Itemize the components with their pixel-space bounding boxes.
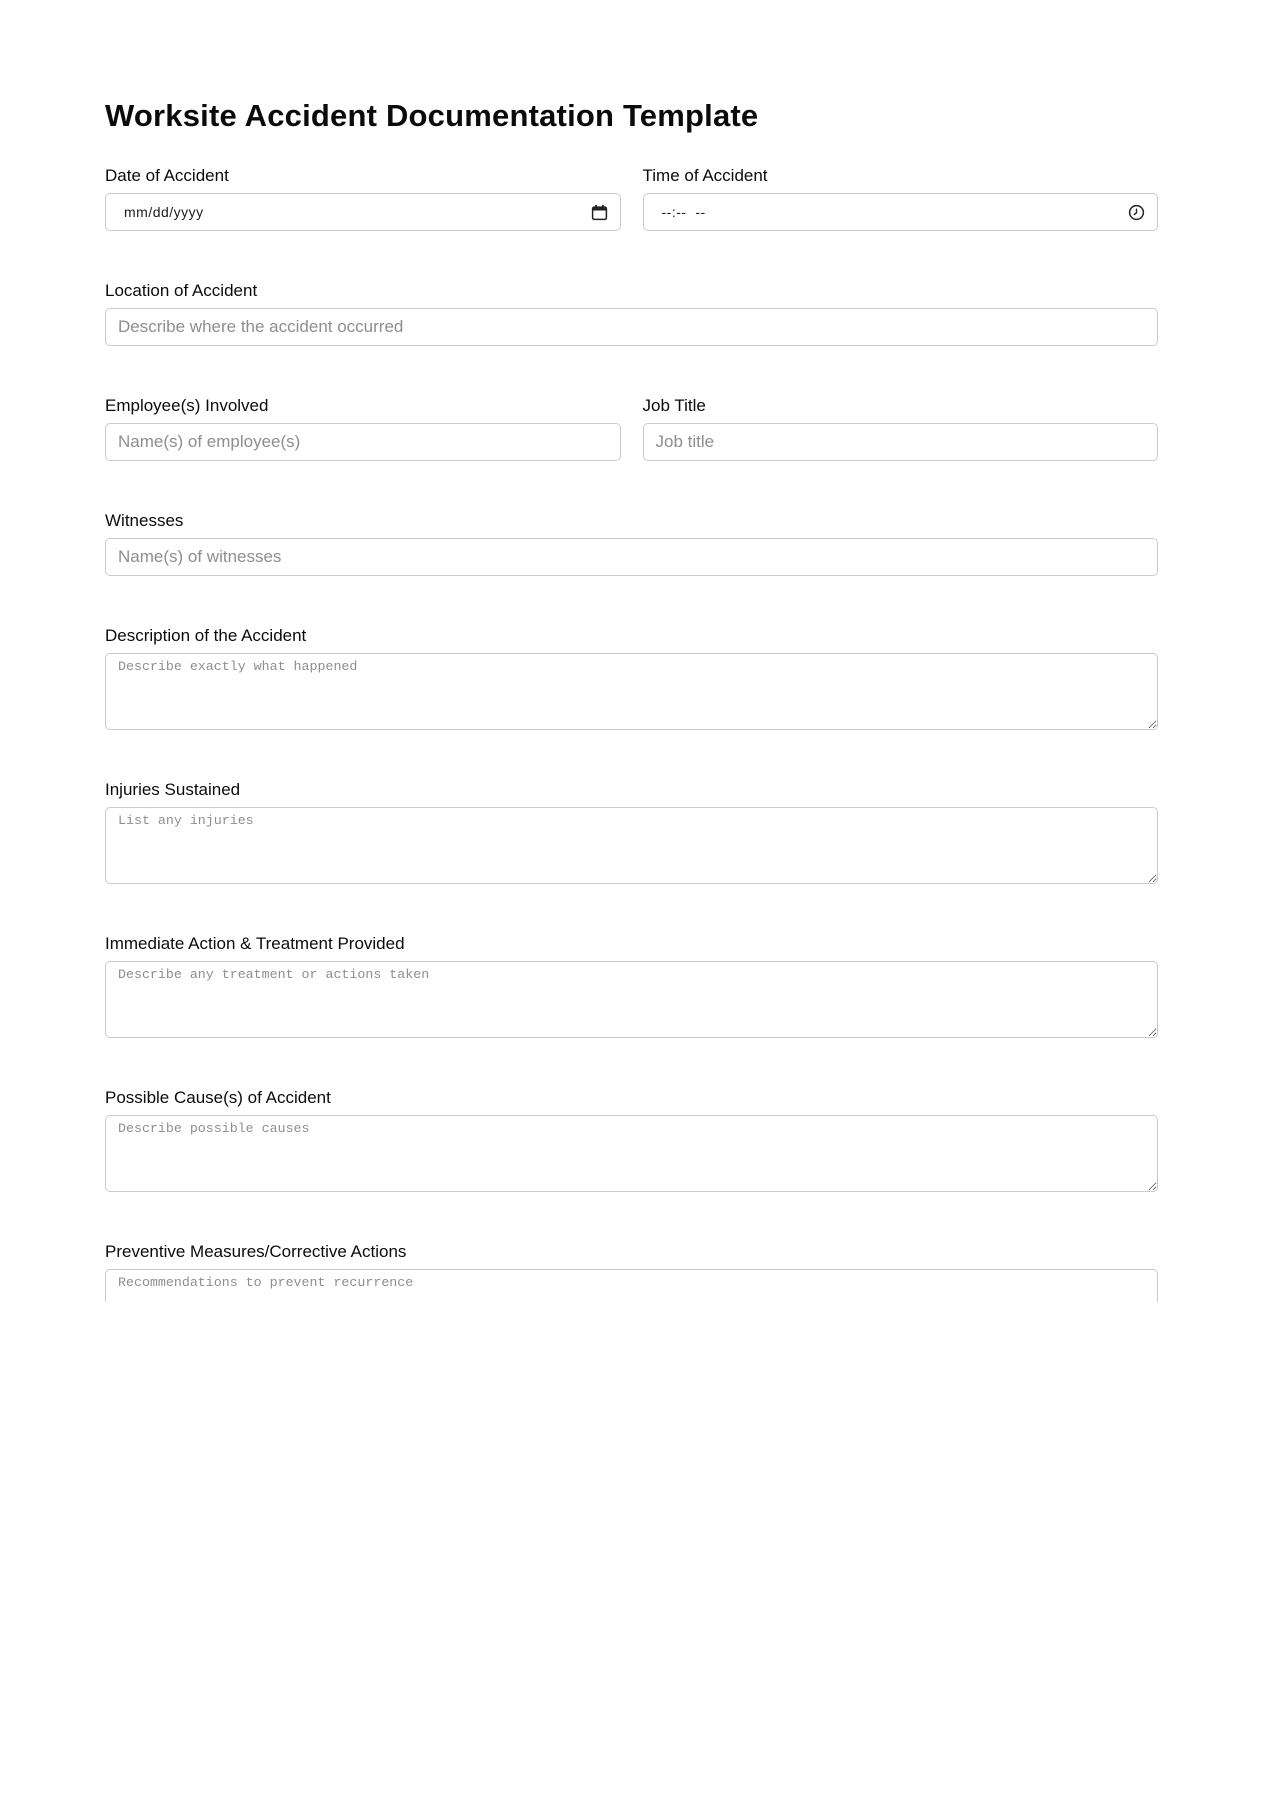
immediate-action-label: Immediate Action & Treatment Provided (105, 934, 405, 953)
preventive-measures-clip (105, 1269, 1158, 1302)
time-of-accident-label: Time of Accident (642, 166, 768, 185)
date-of-accident-label: Date of Accident (105, 166, 229, 185)
injuries-textarea[interactable] (105, 807, 1158, 884)
job-title-input[interactable] (643, 423, 1159, 461)
field-employees-involved (105, 396, 621, 461)
form-page (105, 96, 1158, 1302)
preventive-measures-label: Preventive Measures/Corrective Actions (105, 1242, 407, 1261)
calendar-icon[interactable] (591, 204, 608, 221)
time-value: --:-- -- (661, 204, 706, 220)
possible-causes-label: Possible Cause(s) of Accident (105, 1088, 331, 1107)
location-label: Location of Accident (105, 281, 258, 300)
field-job-title (643, 396, 1159, 461)
field-witnesses (105, 511, 1158, 576)
field-time-of-accident (643, 166, 1159, 231)
field-location-of-accident (105, 281, 1158, 346)
location-input[interactable] (105, 308, 1158, 346)
field-date-of-accident (105, 166, 621, 231)
witnesses-input[interactable] (105, 538, 1158, 576)
field-preventive-measures (105, 1242, 1158, 1302)
job-title-label: Job Title (642, 396, 706, 415)
clock-icon[interactable] (1128, 204, 1145, 221)
preventive-measures-textarea[interactable] (105, 1269, 1158, 1302)
employees-input[interactable] (105, 423, 621, 461)
employees-label: Employee(s) Involved (105, 396, 269, 415)
field-possible-causes (105, 1088, 1158, 1192)
row-employee-jobtitle (105, 396, 1158, 461)
row-date-time (105, 166, 1158, 231)
possible-causes-textarea[interactable] (105, 1115, 1158, 1192)
field-description-of-accident (105, 626, 1158, 730)
witnesses-label: Witnesses (105, 511, 184, 530)
immediate-action-textarea[interactable] (105, 961, 1158, 1038)
description-textarea[interactable] (105, 653, 1158, 730)
field-immediate-action (105, 934, 1158, 1038)
date-value: mm/dd/yyyy (124, 204, 204, 220)
time-input[interactable] (643, 193, 1159, 231)
description-label: Description of the Accident (105, 626, 307, 645)
accident-form (105, 166, 1158, 1302)
injuries-label: Injuries Sustained (105, 780, 241, 799)
field-injuries-sustained (105, 780, 1158, 884)
page-title: Worksite Accident Documentation Template (105, 98, 759, 133)
date-input[interactable] (105, 193, 621, 231)
